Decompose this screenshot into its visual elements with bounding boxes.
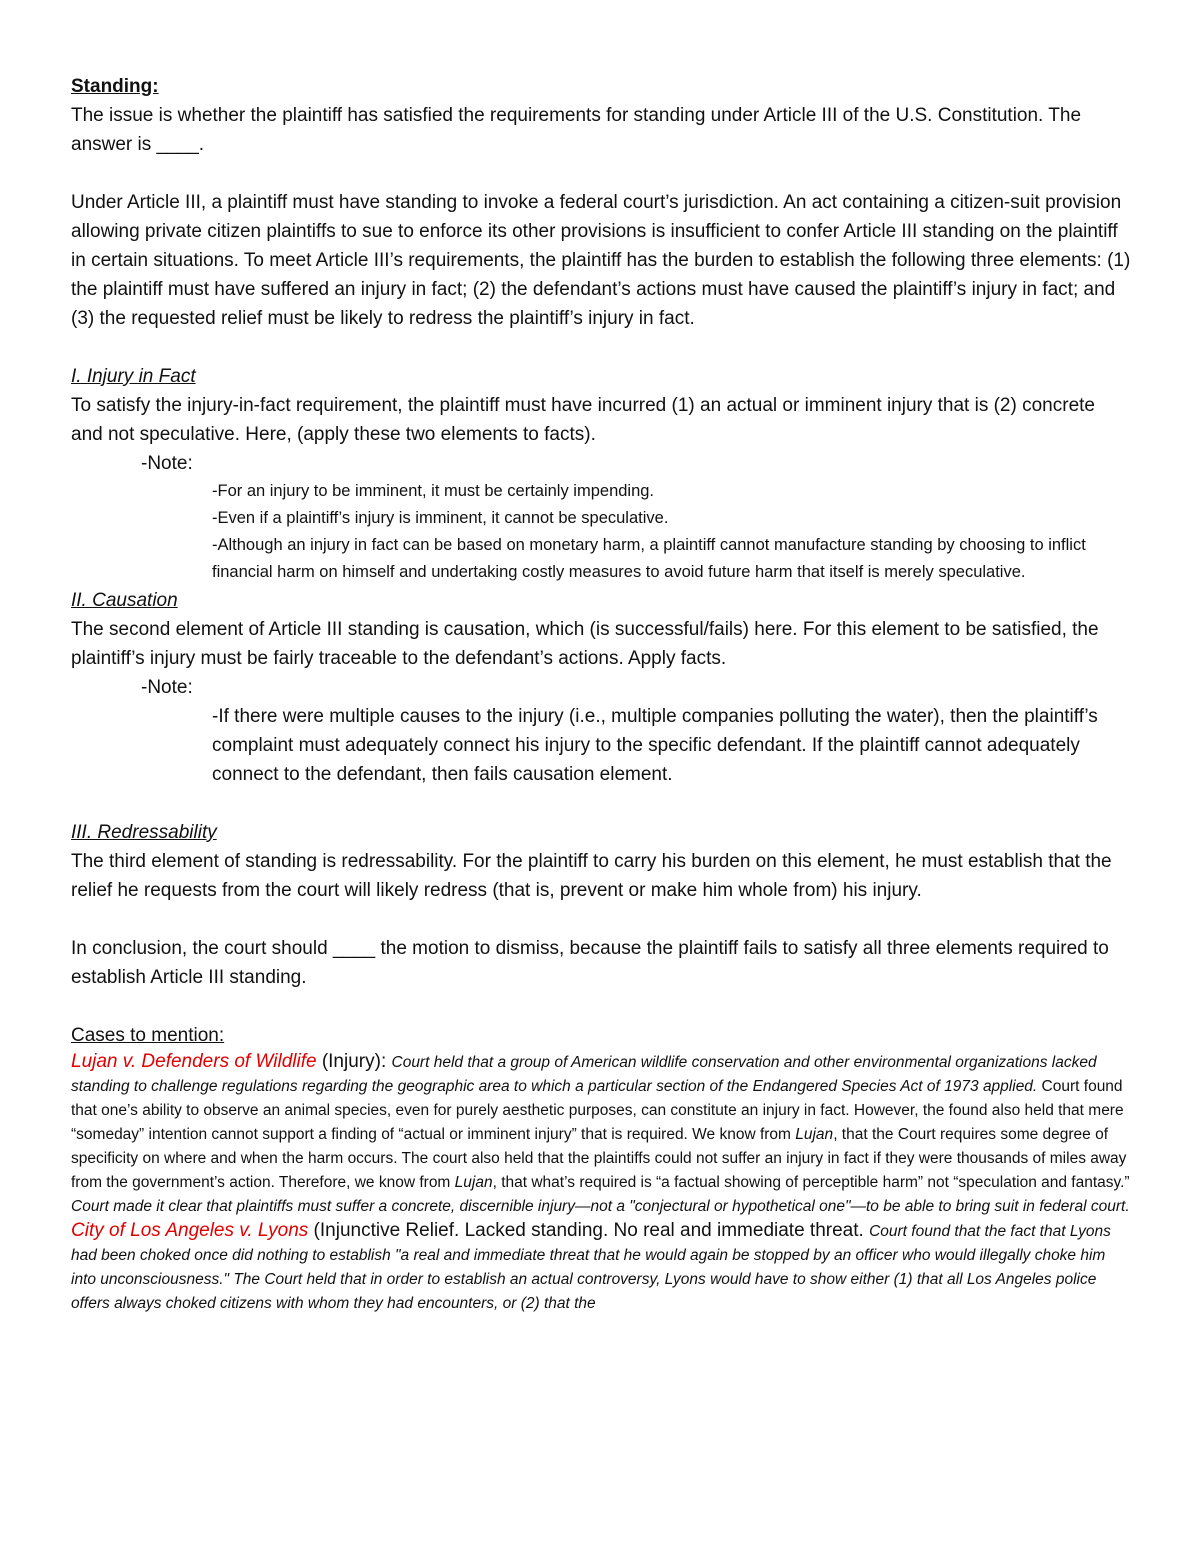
case-lujan: [71, 1050, 1131, 1219]
case-lyons: [71, 1219, 1131, 1316]
case-holding: Court held that a group of American wildlife conservation and other environmental organizations lacked standing to challenge regulations regarding the geographic area to which a particular section of the Endangered Species Act of 1973 applied.: [71, 1054, 1097, 1095]
injury-note-item: -Although an injury in fact can be based on monetary harm, a plaintiff cannot manufacture standing by choosing to inflict financial harm on himself and undertaking costly measures to avoid future harm that itself is merely speculative.: [212, 536, 1086, 581]
causation-body: The second element of Article III standing is causation, which (is successful/fails) here. For this element to be satisfied, the plaintiff’s injury must be fairly traceable to the defendant’s actions. Apply facts.: [71, 619, 1099, 669]
causation-note: -If there were multiple causes to the injury (i.e., multiple companies polluting the water), then the plaintiff’s complaint must adequately connect his injury to the specific defendant. If the plaintiff cannot adequately connect to the defendant, then fails causation element.: [212, 706, 1098, 785]
injury-note-label: -Note:: [141, 453, 193, 474]
injury-notes: [71, 478, 1131, 586]
case-text: Court found that one’s ability to observe an animal species, even for purely aesthetic purposes, can constitute an injury in fact. However, the found also held that mere “someday” intention cannot support a finding of “actual or imminent injury” that is required. We know from: [71, 1078, 1124, 1143]
redressability-body: The third element of standing is redressability. For the plaintiff to carry his burden on this element, he must establish that the relief he requests from the court will likely redress (that is, prevent or make him whole from) his injury.: [71, 851, 1112, 901]
case-holding: Court made it clear that plaintiffs must suffer a concrete, discernible injury—not a "conjectural or hypothetical one"—to be able to bring suit in federal court.: [71, 1198, 1130, 1215]
case-name-lyons: City of Los Angeles v. Lyons: [71, 1220, 309, 1241]
case-name-lujan: Lujan v. Defenders of Wildlife: [71, 1051, 317, 1072]
redressability-heading: III. Redressability: [71, 822, 217, 843]
case-text: , that what’s required is “a factual showing of perceptible harm” not “speculation and fantasy.”: [492, 1174, 1130, 1191]
cases-heading: Cases to mention:: [71, 1025, 225, 1046]
case-ref: Lujan: [454, 1174, 493, 1191]
case-tag: (Injury):: [316, 1051, 392, 1072]
case-ref: Lujan: [795, 1126, 834, 1143]
injury-body: To satisfy the injury-in-fact requirement, the plaintiff must have incurred (1) an actual or imminent injury that is (2) concrete and not speculative. Here, (apply these two elements to facts).: [71, 395, 1095, 445]
rule-paragraph: Under Article III, a plaintiff must have standing to invoke a federal court’s jurisdiction. An act containing a citizen-suit provision allowing private citizen plaintiffs to sue to enforce its other provisions is insufficient to confer Article III standing on the plaintiff in certain situations. To meet Article III’s requirements, the plaintiff has the burden to establish the following three elements: (1) the plaintiff must have suffered an injury in fact; (2) the defendant’s actions must have caused the plaintiff’s injury in fact; and (3) the requested relief must be likely to redress the plaintiff’s injury in fact.: [71, 192, 1131, 329]
causation-note-label: -Note:: [141, 677, 193, 698]
causation-heading: II. Causation: [71, 590, 178, 611]
injury-note-item: -For an injury to be imminent, it must be certainly impending.: [212, 482, 655, 500]
injury-heading: I. Injury in Fact: [71, 366, 196, 387]
issue-paragraph: The issue is whether the plaintiff has satisfied the requirements for standing under Article III of the U.S. Constitution. The answer is ____.: [71, 105, 1082, 155]
section-title: Standing:: [71, 76, 159, 97]
case-text: , that the Court requires some degree of specificity on where and when the harm occurs. The court also held that the plaintiffs could not suffer an injury in fact if they were thousands of miles away from the government’s action. Therefore, we know from: [71, 1126, 1127, 1191]
case-tag: (Injunctive Relief. Lacked standing. No real and immediate threat.: [308, 1220, 870, 1241]
conclusion-paragraph: In conclusion, the court should ____ the motion to dismiss, because the plaintiff fails to satisfy all three elements required to establish Article III standing.: [71, 938, 1109, 988]
injury-note-item: -Even if a plaintiff’s injury is imminent, it cannot be speculative.: [212, 509, 669, 527]
document-page: [71, 72, 1131, 1316]
case-holding: Court found that the fact that Lyons had been choked once did nothing to establish "a real and immediate threat that he would again be stopped by an officer who would illegally choke him into unconsciousness." The Court held that in order to establish an actual controversy, Lyons would have to show either (1) that all Los Angeles police offers always choked citizens with whom they had encounters, or (2) that the: [71, 1223, 1111, 1312]
